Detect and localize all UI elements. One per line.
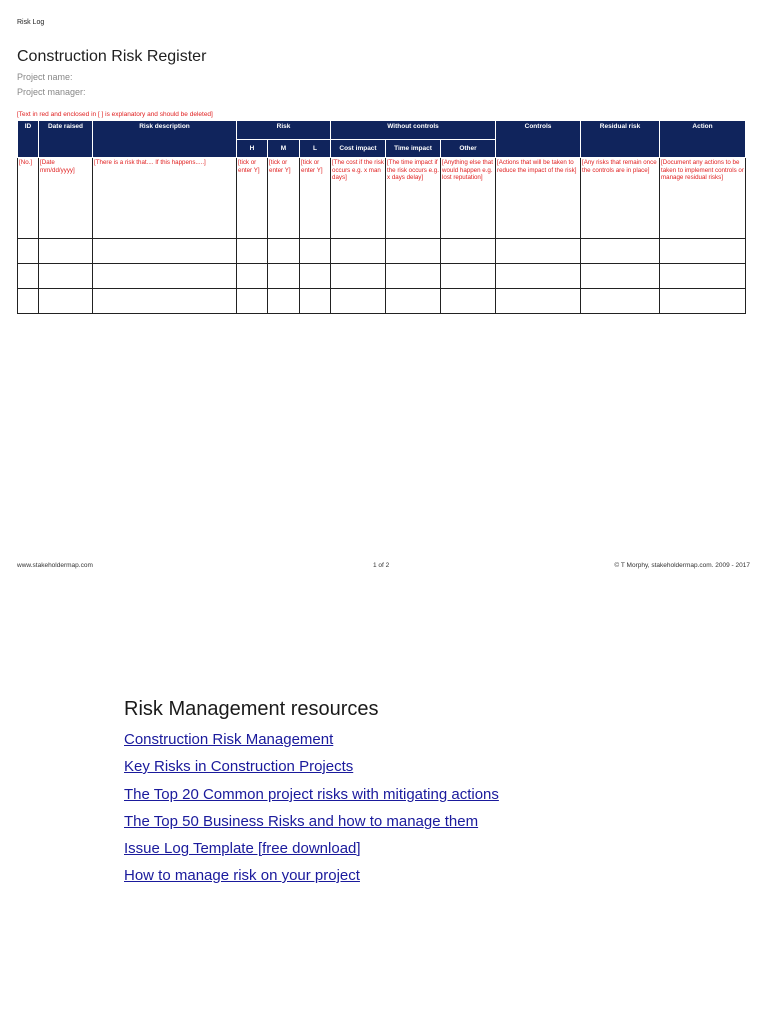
- footer-copyright: © T Morphy, stakeholdermap.com. 2009 - 2017: [614, 562, 750, 569]
- col-header-controls: Controls: [496, 121, 581, 158]
- subheader-h: H: [237, 140, 268, 158]
- footer-page-number: 1 of 2: [373, 562, 390, 569]
- col-header-residual-risk: Residual risk: [581, 121, 660, 158]
- cell-m: [tick or enter Y]: [268, 158, 300, 239]
- cell-id: [No.]: [18, 158, 39, 239]
- col-header-date-raised: Date raised: [39, 121, 93, 158]
- table-row: [18, 264, 746, 289]
- link-construction-risk-management[interactable]: Construction Risk Management: [124, 731, 334, 748]
- cell-date: [Date mm/dd/yyyy]: [39, 158, 93, 239]
- table-header-row: [18, 121, 746, 140]
- subheader-other: Other: [441, 140, 496, 158]
- cell-cost-impact: [The cost if the risk occurs e.g. x man days]: [331, 158, 386, 239]
- col-header-action: Action: [660, 121, 746, 158]
- cell-description: [There is a risk that.... If this happens.....]: [93, 158, 237, 239]
- cell-time-impact: [The time impact if the risk occurs e.g. x days delay]: [386, 158, 441, 239]
- project-name-label: Project name:: [17, 72, 73, 82]
- cell-h: [tick or enter Y]: [237, 158, 268, 239]
- subheader-cost-impact: Cost impact: [331, 140, 386, 158]
- link-top-50-business-risks[interactable]: The Top 50 Business Risks and how to manage them: [124, 813, 479, 830]
- col-header-risk: Risk: [237, 121, 331, 140]
- cell-l: [tick or enter Y]: [300, 158, 331, 239]
- running-header: Risk Log: [17, 19, 45, 26]
- page-title: Construction Risk Register: [17, 48, 207, 65]
- subheader-m: M: [268, 140, 300, 158]
- link-manage-risk[interactable]: How to manage risk on your project: [124, 867, 360, 884]
- table-row: [18, 239, 746, 264]
- col-header-without-controls: Without controls: [331, 121, 496, 140]
- subheader-time-impact: Time impact: [386, 140, 441, 158]
- risk-register-table: [17, 120, 746, 314]
- link-top-20-risks[interactable]: The Top 20 Common project risks with mitigating actions: [124, 786, 499, 803]
- cell-residual-risk: [Any risks that remain once the controls are in place]: [581, 158, 660, 239]
- explanatory-note: [Text in red and enclosed in [ ] is explanatory and should be deleted]: [17, 111, 213, 118]
- project-manager-label: Project manager:: [17, 87, 86, 97]
- col-header-risk-description: Risk description: [93, 121, 237, 158]
- col-header-id: ID: [18, 121, 39, 158]
- link-issue-log-template[interactable]: Issue Log Template [free download]: [124, 840, 361, 857]
- table-row: [18, 289, 746, 314]
- subheader-l: L: [300, 140, 331, 158]
- resources-title: Risk Management resources: [124, 698, 379, 720]
- cell-controls: [Actions that will be taken to reduce the impact of the risk]: [496, 158, 581, 239]
- cell-other: [Anything else that would happen e.g. lost reputation]: [441, 158, 496, 239]
- footer-site: www.stakeholdermap.com: [17, 562, 93, 569]
- link-key-risks-construction[interactable]: Key Risks in Construction Projects: [124, 758, 354, 775]
- table-row-example: [18, 158, 746, 239]
- cell-action: [Document any actions to be taken to implement controls or manage residual risks]: [660, 158, 746, 239]
